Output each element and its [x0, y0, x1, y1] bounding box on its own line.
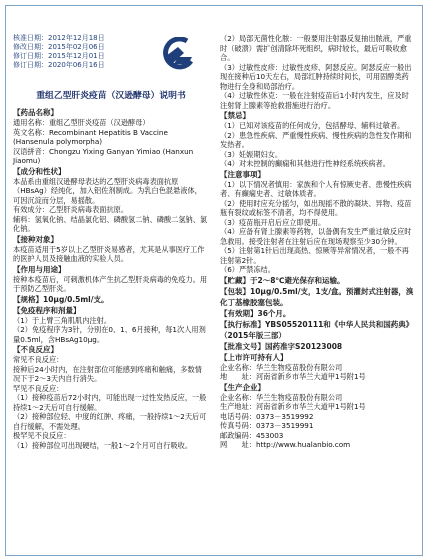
- approval-number: 【批准文号】国药准字S20123008: [220, 341, 343, 351]
- section-contraindications: 【禁忌】: [220, 111, 250, 120]
- dosage-item-1: （1）于上臂三角肌肌内注射。: [13, 315, 112, 325]
- target-desc: 本疫苗适用于5岁以上乙型肝炎易感者，尤其是从事医疗工作的医护人员及接触血液的实验人员。: [13, 244, 205, 263]
- modify-date: 修改日期：2015年02月06日: [13, 43, 105, 51]
- generic-name: 通用名称：重组乙型肝炎疫苗（汉逊酵母）: [13, 118, 150, 127]
- package-insert-sheet: [5, 5, 423, 556]
- section-adverse-reactions: 【不良反应】: [13, 345, 58, 354]
- holder-address: 地 址：河南省新乡市华兰大道甲1号附1号: [220, 372, 366, 381]
- rare-reactions-label: 罕见不良反应：: [13, 383, 64, 393]
- document-title: 重组乙型肝炎疫苗（汉逊酵母）说明书: [36, 91, 186, 101]
- section-target: 【接种对象】: [13, 234, 58, 244]
- section-manufacturer: 【生产企业】: [220, 382, 265, 392]
- manufacturer-fax: 传真号码：0373－3519991: [220, 421, 314, 430]
- usage-desc: 接种本疫苗后，可刺激机体产生抗乙型肝炎病毒的免疫力。用于预防乙型肝炎。: [13, 274, 208, 293]
- rare-reaction-1: （1）接种疫苗后72小时内，可能出现一过性发热反应，一般持续1～2天后可自行缓解。: [13, 393, 207, 412]
- precaution-5: （5）注射第1针后出现高热、惊厥等异常情况者，一般不再注射第2针。: [220, 246, 409, 265]
- manufacturer-name: 企业名称：华兰生物疫苗股份有限公司: [220, 392, 343, 402]
- manufacturer-postcode: 邮政编码：453003: [220, 430, 284, 440]
- precaution-4: （4）应备有肾上腺素等药物，以备偶有发生严重过敏反应时急救用。接受注射者在注射后应在现场观察至少30分钟。: [220, 227, 412, 246]
- very-rare-reaction-3: （3）过敏性皮疹：过敏性皮疹、阿瑟反应。阿瑟反应一般出现在接种后10天左右，局部红肿持续时间长，可用固醇类药物进行全身和局部治疗。: [220, 62, 412, 91]
- dosage-item-2: （2）免疫程序为3针，分别在0、1、6月接种，每1次人用剂量0.5ml，含HBsAg10μg。: [13, 325, 206, 344]
- manufacturer-address: 生产地址：河南省新乡市华兰大道甲1号附1号: [220, 402, 366, 411]
- common-reactions-label: 常见不良反应：: [13, 355, 64, 364]
- precaution-2: （2）使用时应充分摇匀，如出现摇不散的凝块、异物、疫苗瓶有裂纹或标签不清者，均不得使用。: [220, 198, 412, 217]
- section-composition: 【成分和性状】: [13, 166, 66, 176]
- contraindication-4: （4）对未控制的癫痫和其他进行性神经系统疾病者。: [220, 159, 390, 168]
- storage: 【贮藏】于2～8℃避光保存和运输。: [220, 275, 345, 285]
- precaution-1: （1）以下情况者慎用：家族和个人有惊厥史者、患慢性疾病者、有癫痫史者、过敏体质者。: [220, 179, 412, 198]
- composition-desc: 本品系由重组汉逊酵母表达的乙型肝炎病毒表面抗原（HBsAg）经纯化，加入铝佐剂制成。为乳白色混悬液体，可因沉淀而分层，易摇散。: [13, 176, 202, 205]
- common-reactions-desc: 接种后24小时内，在注射部位可能感到疼痛和触痛，多数情况下于2～3天内自行消失。: [13, 364, 202, 383]
- contraindication-3: （3）妊娠期妇女。: [220, 149, 283, 159]
- section-dosage: 【免疫程序和剂量】: [13, 305, 81, 315]
- date-block: [13, 34, 209, 70]
- active-ingredient: 有效成分：乙型肝炎病毒表面抗原。: [13, 205, 129, 214]
- holder-name: 企业名称：华兰生物疫苗股份有限公司: [220, 362, 343, 372]
- english-name: 英文名称：Recombinant Hepatitis B Vaccine (Hansenula polymorpha): [13, 127, 168, 146]
- standard: 【执行标准】YBS05520111和《中华人民共和国药典》（2015年版三部）: [220, 319, 414, 340]
- validity: 【有效期】36个月。: [220, 308, 291, 318]
- section-holder: 【上市许可持有人】: [220, 352, 288, 362]
- right-column: [220, 34, 416, 450]
- rare-reaction-2: （2）接种部位轻、中度的红肿、疼痛，一般持续1～2天后可自行缓解，不需处理。: [13, 412, 207, 431]
- manufacturer-phone: 电话号码：0373－3519992: [220, 411, 314, 421]
- contraindication-1: （1）已知对该疫苗的任何成分，包括酵母、辅料过敏者。: [220, 121, 405, 130]
- packaging: 【包装】10μg/0.5ml/支，1支/盒。预灌封式注射器，溴化丁基橡胶塞包装。: [220, 286, 414, 307]
- very-rare-label: 极罕见不良反应：: [13, 431, 71, 440]
- specification: 【规格】10μg/0.5ml/支。: [13, 294, 109, 304]
- contraindication-2: （2）患急性疾病、严重慢性疾病、慢性疾病的急性发作期和发热者。: [220, 130, 412, 149]
- section-usage: 【作用与用途】: [13, 264, 66, 274]
- section-precautions: 【注意事项】: [220, 169, 265, 179]
- revision-date-2: 修订日期：2020年06月16日: [13, 61, 105, 69]
- section-drug-name: 【药品名称】: [13, 108, 58, 117]
- precaution-6: （6）严禁冻结。: [220, 265, 275, 274]
- very-rare-reaction-4: （4）过敏性休克：一般在注射疫苗后1小时内发生，应及时注射肾上腺素等抢救措施进行治疗。: [220, 91, 409, 110]
- excipients: 辅料：氢氧化钠、结晶氯化铝、磷酸氢二钠、磷酸二氢钠、氯化钠。: [13, 214, 208, 233]
- very-rare-reaction-1: （1）接种部位可出现硬结，一般1～2个月可自行吸收。: [13, 440, 193, 450]
- manufacturer-website: 网 址：http://www.hualanbio.com: [220, 440, 351, 449]
- revision-date-1: 修订日期：2015年12月01日: [13, 52, 105, 60]
- left-column: [13, 34, 209, 450]
- very-rare-reaction-2: （2）局部无菌性化脓：一般要用注射器反复抽出脓液，严重时（破溃）需扩创清除坏死组织，病时较长，最后可吸收愈合。: [220, 34, 412, 62]
- pinyin-name: 汉语拼音：Chongzu Yixing Ganyan Yimiao (Hanxun Jiaomu): [13, 146, 194, 165]
- precaution-3: （3）疫苗瓶开启后应立即使用。: [220, 217, 326, 227]
- approval-date: 核准日期：2012年12月18日: [13, 34, 105, 42]
